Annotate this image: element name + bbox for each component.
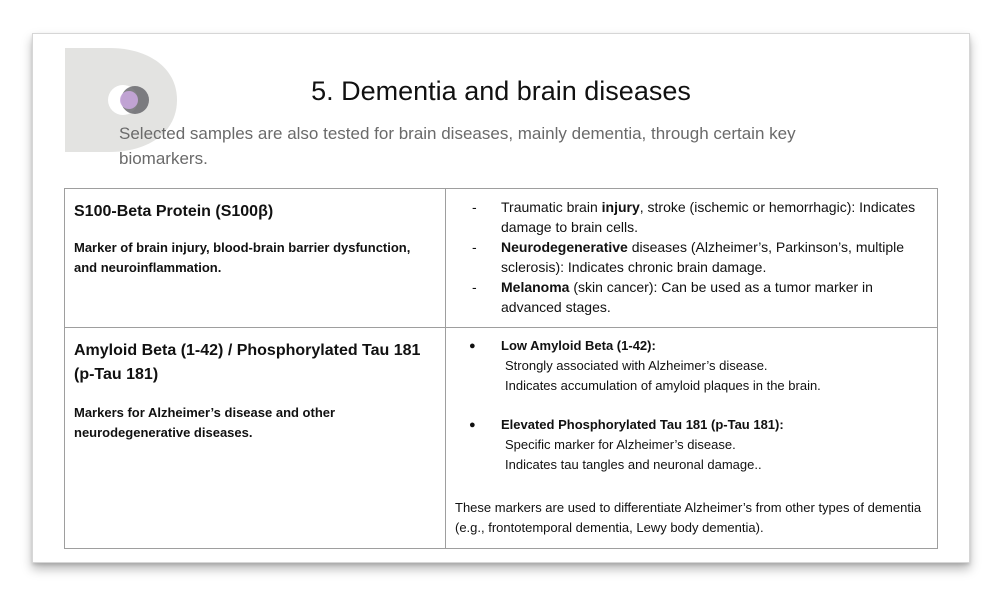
- table-row: [65, 328, 938, 549]
- biomarker-description: Markers for Alzheimer’s disease and other neurodegenerative diseases.: [74, 405, 336, 440]
- list-item: - Neurodegenerative diseases (Alzheimer’s, Parkinson’s, multiple sclerosis): Indicates chronic brain damage.: [455, 237, 928, 277]
- indication-line: Indicates accumulation of amyloid plaques in the brain.: [505, 378, 821, 393]
- slide: [32, 33, 970, 563]
- page-title: 5. Dementia and brain diseases: [311, 76, 691, 106]
- list-item: - Melanoma (skin cancer): Can be used as a tumor marker in advanced stages.: [455, 277, 928, 317]
- list-item: [455, 336, 928, 396]
- indications-cell: [446, 189, 938, 328]
- list-item: - Traumatic brain injury, stroke (ischemic or hemorrhagic): Indicates damage to brain cells.: [455, 197, 928, 237]
- biomarker-cell: [65, 328, 446, 549]
- indication-heading: ● Low Amyloid Beta (1-42):: [501, 338, 656, 353]
- biomarker-table: [64, 188, 938, 549]
- indication-line: Indicates tau tangles and neuronal damage..: [505, 457, 762, 472]
- indications-cell: [446, 328, 938, 549]
- indications-list: [455, 336, 928, 475]
- indication-line: Specific marker for Alzheimer’s disease.: [505, 437, 736, 452]
- indication-heading: ● Elevated Phosphorylated Tau 181 (p-Tau 181):: [501, 417, 784, 432]
- biomarker-name: S100-Beta Protein (S100β): [74, 203, 274, 220]
- table-row: [65, 189, 938, 328]
- list-item: [455, 415, 928, 475]
- indications-list: [455, 197, 928, 317]
- indication-line: Strongly associated with Alzheimer’s disease.: [505, 358, 768, 373]
- biomarker-name: Amyloid Beta (1-42) / Phosphorylated Tau 181 (p-Tau 181): [74, 342, 421, 383]
- page-subtitle: Selected samples are also tested for brain diseases, mainly dementia, through certain key biomarkers.: [119, 124, 796, 168]
- summary-note: These markers are used to differentiate Alzheimer’s from other types of dementia (e.g., frontotemporal dementia, Lewy body dementia).: [455, 500, 922, 535]
- biomarker-description: Marker of brain injury, blood-brain barrier dysfunction, and neuroinflammation.: [74, 240, 411, 275]
- biomarker-cell: [65, 189, 446, 328]
